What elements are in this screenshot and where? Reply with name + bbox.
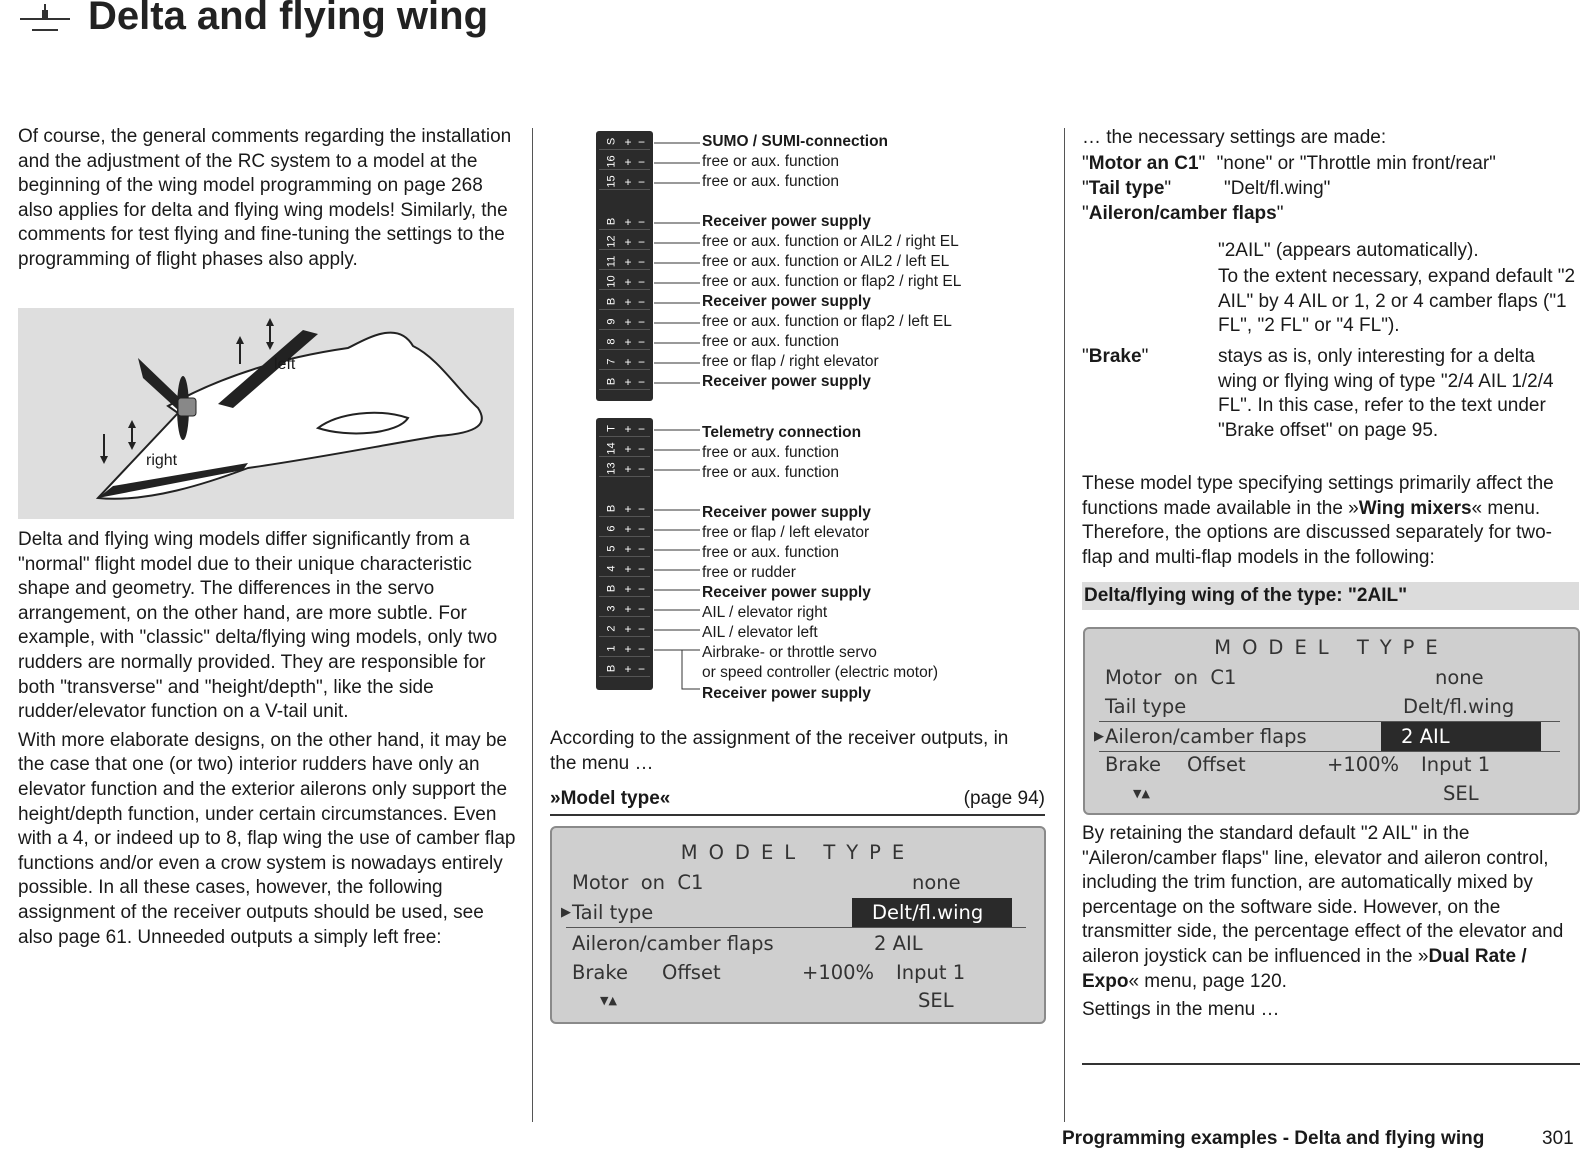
- plus-sign: +: [624, 582, 632, 596]
- minus-sign: −: [637, 335, 645, 349]
- receiver-pin: [599, 154, 650, 170]
- lcd1-motor-value: none: [912, 871, 961, 894]
- lcd2-nav-row: [1105, 779, 1558, 808]
- receiver-pin: [599, 134, 650, 150]
- lcd1-brake-row[interactable]: [572, 958, 1024, 987]
- receiver-output-label: free or aux. function: [702, 464, 839, 481]
- elaborate-paragraph: With more elaborate designs, on the other hand, it may be the case that one (or two) interior rudders have only an elevator function and the exterior ailerons only support the height/depth function, under certain circumstances. Even with a 4, or indeed up to 8, flap wing the use of camber flap functions and/or even a crow system is nowadays entirely possible. In all these cases, however, the following assignment of the receiver outputs should be used, see also page 61. Unneeded outputs a simply left free:: [18, 729, 516, 948]
- minus-sign: −: [637, 375, 645, 389]
- page-title: Delta and flying wing: [88, 0, 489, 38]
- pin-number: 4: [605, 565, 618, 572]
- intro-paragraph: Of course, the general comments regarding the installation and the adjustment of the RC system to a model at the beginning of the wing model programming on page 268 also applies for delta and flying wing models! Similarly, the comments for test flying and fine-tuning the settings to the programming of flight phases also apply.: [18, 126, 512, 270]
- left-column-body: [18, 528, 516, 954]
- minus-sign: −: [637, 355, 645, 369]
- plus-sign: +: [624, 522, 632, 536]
- lcd1-aileron-row[interactable]: [572, 929, 1024, 958]
- lcd1-offset-label: Offset: [662, 961, 721, 984]
- receiver-pin: [599, 521, 650, 537]
- receiver-output-label: free or flap / left elevator: [702, 524, 870, 541]
- pin-number: 10: [605, 275, 618, 288]
- plus-sign: +: [624, 662, 632, 676]
- receiver-output-label: Telemetry connection: [702, 424, 862, 441]
- mixers-text-a: These model type specifying settings primarily affect the functions made available in the »: [1082, 473, 1554, 519]
- flying-wing-illustration: [18, 308, 514, 519]
- receiver-pin: [599, 641, 650, 657]
- receiver-pin: [599, 501, 650, 517]
- minus-sign: −: [637, 315, 645, 329]
- lcd2-offset-value: +100%: [1327, 753, 1400, 776]
- plus-sign: +: [624, 502, 632, 516]
- receiver-output-label: or speed controller (electric motor): [702, 664, 939, 681]
- receiver-output-label: free or rudder: [702, 564, 796, 581]
- lcd1-cursor-icon: ▶: [561, 905, 571, 920]
- column-divider-right: [1064, 128, 1065, 1122]
- setting-brake: "Brake": [1082, 346, 1149, 367]
- flying-wing-figure: [18, 308, 514, 519]
- receiver-pin: [599, 174, 650, 190]
- minus-sign: −: [637, 135, 645, 149]
- minus-sign: −: [637, 462, 645, 476]
- footer-section: Programming examples - Delta and flying wing: [1062, 1128, 1485, 1149]
- pin-number: B: [605, 297, 618, 306]
- receiver-output-label: Receiver power supply: [702, 213, 871, 230]
- tail-value: "Delt/fl.wing": [1224, 178, 1331, 199]
- lcd2-brake-row[interactable]: [1105, 750, 1558, 779]
- lcd1-motor-label: Motor on C1: [572, 871, 704, 894]
- plus-sign: +: [624, 442, 632, 456]
- section-bar-2ail: Delta/flying wing of the type: "2AIL": [1082, 582, 1579, 610]
- pin-number: 7: [605, 358, 618, 365]
- pin-number: 3: [605, 605, 618, 612]
- setting-tail: "Tail type" "Delt/fl.wing": [1082, 177, 1582, 202]
- lcd-model-type-1: [550, 826, 1046, 1024]
- lcd1-separator: [566, 927, 1026, 928]
- plus-sign: +: [624, 355, 632, 369]
- pin-number: 5: [605, 545, 618, 552]
- receiver-output-label: free or flap / right elevator: [702, 353, 879, 370]
- pin-number: B: [605, 377, 618, 386]
- pin-number: T: [605, 425, 618, 432]
- minus-sign: −: [637, 155, 645, 169]
- pin-number: 2: [605, 625, 618, 632]
- lcd1-header: MODEL TYPE: [680, 841, 916, 864]
- minus-sign: −: [637, 542, 645, 556]
- lcd2-aileron-label: Aileron/camber flaps: [1105, 725, 1307, 748]
- lcd1-tail-value: Delt/fl.wing: [852, 898, 1012, 927]
- lcd2-tail-row[interactable]: [1105, 692, 1558, 721]
- settings-paragraph: Settings in the menu …: [1082, 999, 1280, 1021]
- receiver-pin: [599, 294, 650, 310]
- brake-value: stays as is, only interesting for a delta wing or flying wing of type "2/4 AIL 1/2/4 FL". In this case, refer to the text under "Brake offset" on page 95.: [1218, 346, 1554, 441]
- lcd1-tail-row[interactable]: [561, 898, 1024, 927]
- plus-sign: +: [624, 602, 632, 616]
- plus-sign: +: [624, 275, 632, 289]
- pin-number: 6: [605, 525, 618, 532]
- pin-number: B: [605, 504, 618, 513]
- plus-sign: +: [624, 215, 632, 229]
- minus-sign: −: [637, 275, 645, 289]
- brake-key: Brake: [1088, 346, 1142, 367]
- minus-sign: −: [637, 522, 645, 536]
- dual-rate-link: Dual Rate / Expo: [1082, 945, 1527, 992]
- lcd2-header: MODEL TYPE: [1214, 636, 1449, 659]
- wing-icon: [18, 4, 72, 34]
- column-divider-left: [532, 128, 533, 1122]
- pin-number: 13: [605, 462, 618, 475]
- receiver-pin: [599, 421, 650, 437]
- pin-number: 12: [605, 235, 618, 248]
- pin-number: 9: [605, 318, 618, 325]
- receiver-pin: [599, 354, 650, 370]
- plus-sign: +: [624, 175, 632, 189]
- plus-sign: +: [624, 135, 632, 149]
- pin-number: 1: [605, 645, 618, 652]
- lcd2-motor-value: none: [1435, 666, 1484, 689]
- lcd2-aileron-value: 2 AIL: [1381, 722, 1541, 751]
- lcd-model-type-2: [1083, 627, 1580, 815]
- lcd2-sel-button[interactable]: SEL: [1443, 782, 1479, 805]
- minus-sign: −: [637, 562, 645, 576]
- plus-sign: +: [624, 642, 632, 656]
- minus-sign: −: [637, 502, 645, 516]
- mixers-text-b: « menu. Therefore, the options are discussed separately for two-flap and multi-flap models in the following:: [1082, 497, 1552, 568]
- receiver-pin: [599, 661, 650, 677]
- up-down-arrows-icon[interactable]: ▼▲: [600, 994, 617, 1007]
- pin-number: 8: [605, 338, 618, 345]
- receiver-output-label: free or aux. function: [702, 333, 839, 350]
- plus-sign: +: [624, 335, 632, 349]
- lcd2-tail-label: Tail type: [1105, 695, 1187, 718]
- pin-number: B: [605, 217, 618, 226]
- receiver-leader-lines: [652, 131, 702, 711]
- pin-number: 11: [605, 255, 618, 268]
- minus-sign: −: [637, 422, 645, 436]
- plus-sign: +: [624, 422, 632, 436]
- lcd2-motor-row[interactable]: [1105, 663, 1558, 692]
- minus-sign: −: [637, 442, 645, 456]
- minus-sign: −: [637, 295, 645, 309]
- lcd1-sel-button[interactable]: SEL: [918, 989, 954, 1012]
- motor-key: Motor an C1: [1088, 153, 1199, 174]
- menu-name[interactable]: »Model type«: [550, 788, 671, 809]
- pin-number: 15: [605, 175, 618, 188]
- plus-sign: +: [624, 295, 632, 309]
- plus-sign: +: [624, 235, 632, 249]
- tail-key: Tail type: [1088, 178, 1165, 199]
- lcd1-aileron-value: 2 AIL: [874, 932, 923, 955]
- lcd1-tail-label: Tail type: [572, 901, 654, 924]
- lcd1-brake-label: Brake: [572, 961, 628, 984]
- receiver-output-label: free or aux. function or flap2 / right EL: [702, 273, 962, 290]
- receiver-output-label: free or aux. function or flap2 / left EL: [702, 313, 952, 330]
- pin-number: 14: [605, 442, 618, 455]
- minus-sign: −: [637, 215, 645, 229]
- retain-text-b: « menu, page 120.: [1128, 970, 1287, 992]
- receiver-output-label: free or aux. function: [702, 153, 839, 170]
- plus-sign: +: [624, 562, 632, 576]
- minus-sign: −: [637, 175, 645, 189]
- minus-sign: −: [637, 582, 645, 596]
- receiver-pin: [599, 601, 650, 617]
- retain-paragraph: [1082, 822, 1580, 1023]
- menu-heading: [550, 788, 1045, 816]
- setting-motor: "Motor an C1" "none" or "Throttle min front/rear": [1082, 153, 1496, 174]
- lcd1-nav-row: [572, 986, 1024, 1015]
- aileron-value-1: "2AIL" (appears automatically).: [1218, 240, 1479, 261]
- lcd2-cursor-icon: ▶: [1094, 729, 1104, 744]
- minus-sign: −: [637, 235, 645, 249]
- mixers-paragraph: [1082, 472, 1580, 570]
- left-column: [18, 125, 516, 277]
- delta-paragraph: Delta and flying wing models differ significantly from a "normal" flight model due to their unique characteristic shape and geometry. The differences in the servo arrangement, on the other hand, are more subtle. For example, with "classic" delta/flying wing models, only two rudders are normally provided. They are responsible for both "transverse" and "height/depth", like the side rudder/elevator function on a V-tail unit.: [18, 529, 498, 723]
- minus-sign: −: [637, 642, 645, 656]
- minus-sign: −: [637, 662, 645, 676]
- receiver-pin: [599, 461, 650, 477]
- retain-text-a: By retaining the standard default "2 AIL" in the "Aileron/camber flaps" line, elevator and aileron control, including the trim function, are automatically mixed by percentage on the software side. However, on the transmitter side, the percentage effect of the elevator and aileron joystick can be influenced in the »: [1082, 823, 1564, 967]
- receiver-output-label: AIL / elevator left: [702, 624, 818, 641]
- aileron-value-2: To the extent necessary, expand default "2 AIL" by 4 AIL or 1, 2 or 4 camber flaps ("1 FL", "2 FL" or "4 FL").: [1218, 266, 1576, 337]
- receiver-output-label: Receiver power supply: [702, 584, 871, 601]
- receiver-output-label: Receiver power supply: [702, 293, 871, 310]
- plus-sign: +: [624, 542, 632, 556]
- receiver-output-label: SUMO / SUMI-connection: [702, 133, 888, 150]
- plus-sign: +: [624, 315, 632, 329]
- right-bottom-rule: [1082, 1063, 1580, 1065]
- receiver-output-label: free or aux. function or AIL2 / right EL: [702, 233, 959, 250]
- receiver-output-label: Receiver power supply: [702, 504, 871, 521]
- receiver-pin: [599, 274, 650, 290]
- receiver-pin: [599, 441, 650, 457]
- middle-intro: According to the assignment of the receiver outputs, in the menu …: [550, 728, 1009, 774]
- receiver-pin: [599, 254, 650, 270]
- minus-sign: −: [637, 622, 645, 636]
- receiver-pin: [599, 621, 650, 637]
- minus-sign: −: [637, 602, 645, 616]
- setting-aileron: "Aileron/camber flaps": [1082, 203, 1284, 224]
- receiver-pin: [599, 374, 650, 390]
- right-intro: … the necessary settings are made:: [1082, 127, 1387, 148]
- pin-number: B: [605, 584, 618, 593]
- lcd2-input-value: Input 1: [1421, 753, 1491, 776]
- plus-sign: +: [624, 375, 632, 389]
- page-number: 301: [1542, 1128, 1574, 1149]
- aileron-key: Aileron/camber flaps: [1088, 203, 1277, 224]
- lcd2-tail-value: Delt/fl.wing: [1403, 695, 1515, 718]
- receiver-output-label: Receiver power supply: [702, 685, 871, 702]
- plus-sign: +: [624, 462, 632, 476]
- receiver-pin: [599, 541, 650, 557]
- receiver-pin: [599, 214, 650, 230]
- receiver-pin: [599, 334, 650, 350]
- lcd2-motor-label: Motor on C1: [1105, 666, 1237, 689]
- minus-sign: −: [637, 255, 645, 269]
- receiver-output-label: free or aux. function: [702, 444, 839, 461]
- pin-number: 16: [605, 155, 618, 168]
- lcd2-brake-label: Brake: [1105, 753, 1161, 776]
- receiver-pin: [599, 234, 650, 250]
- up-down-arrows-icon[interactable]: ▼▲: [1133, 787, 1150, 800]
- menu-page: (page 94): [963, 788, 1045, 809]
- receiver-output-label: free or aux. function: [702, 544, 839, 561]
- motor-value: "none" or "Throttle min front/rear": [1216, 153, 1496, 174]
- plus-sign: +: [624, 255, 632, 269]
- lcd1-aileron-label: Aileron/camber flaps: [572, 932, 774, 955]
- plus-sign: +: [624, 155, 632, 169]
- lcd2-aileron-row[interactable]: [1094, 722, 1558, 751]
- lcd1-input-value: Input 1: [896, 961, 966, 984]
- plus-sign: +: [624, 622, 632, 636]
- receiver-pin: [599, 314, 650, 330]
- receiver-pin: [599, 581, 650, 597]
- receiver-output-label: free or aux. function or AIL2 / left EL: [702, 253, 950, 270]
- lcd2-offset-label: Offset: [1187, 753, 1246, 776]
- receiver-output-label: Receiver power supply: [702, 373, 871, 390]
- lcd1-motor-row[interactable]: [572, 868, 1024, 897]
- pin-number: B: [605, 664, 618, 673]
- receiver-output-label: AIL / elevator right: [702, 604, 828, 621]
- receiver-output-label: Airbrake- or throttle servo: [702, 644, 877, 661]
- receiver-output-label: free or aux. function: [702, 173, 839, 190]
- lcd1-offset-value: +100%: [802, 961, 875, 984]
- label-left: left: [274, 356, 296, 373]
- wing-mixers-link: Wing mixers: [1358, 497, 1472, 519]
- label-right: right: [146, 452, 178, 469]
- receiver-pin: [599, 561, 650, 577]
- pin-number: S: [605, 137, 618, 146]
